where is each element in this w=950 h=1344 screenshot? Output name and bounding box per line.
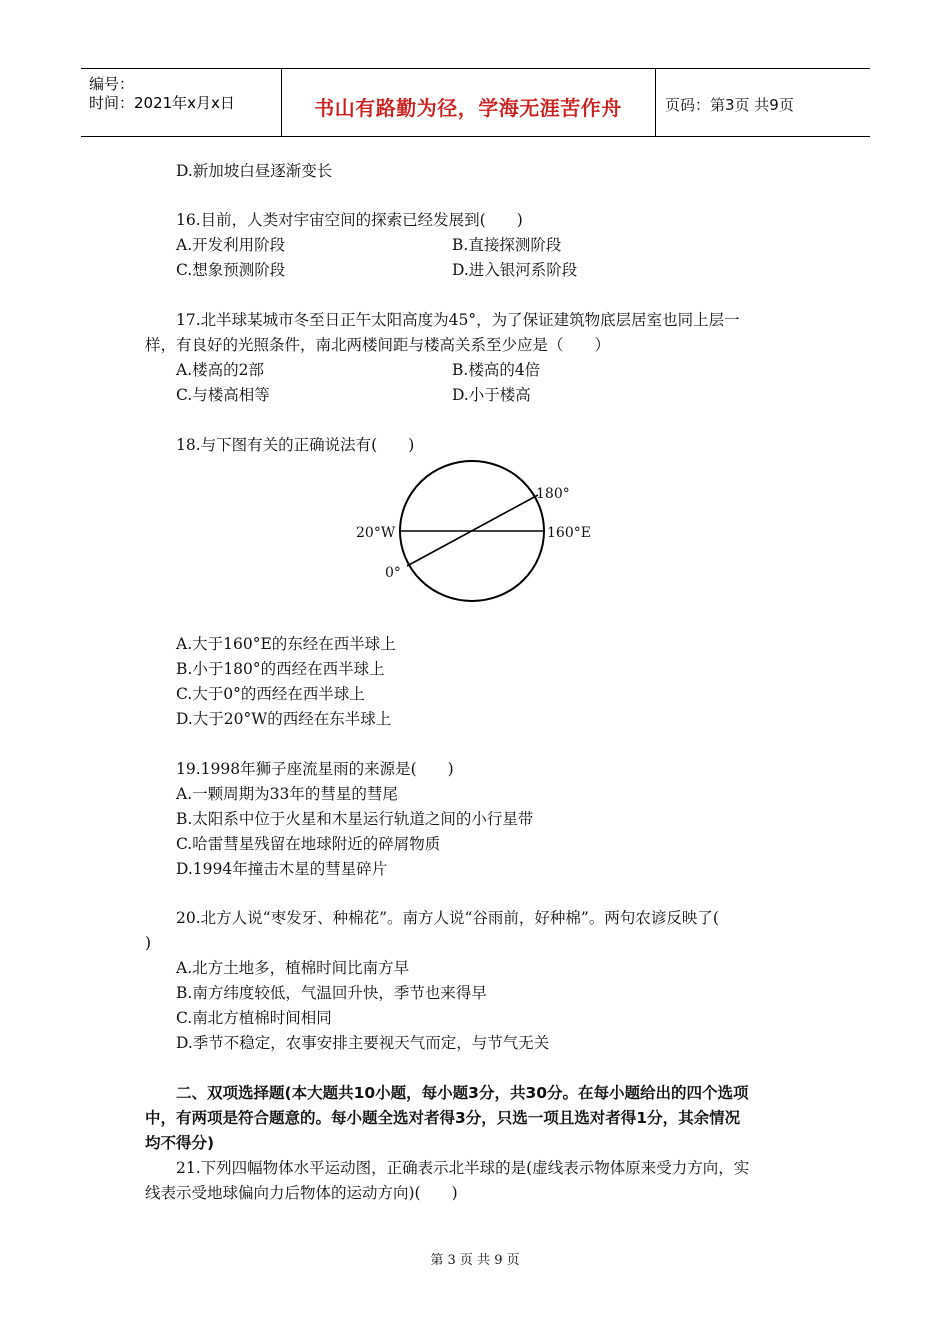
q16-option-d: D.进入银河系阶段 [452, 261, 578, 279]
q17-stem-line2: 样，有良好的光照条件，南北两楼间距与楼高关系至少应是（ ） [145, 336, 611, 354]
page-footer: 第 3 页 共 9 页 [430, 1253, 520, 1268]
q19-option-d: D.1994年撞击木星的彗星碎片 [176, 860, 388, 878]
q20-option-b: B.南方纬度较低，气温回升快，季节也来得早 [176, 984, 487, 1002]
q16-option-b: B.直接探测阶段 [452, 236, 562, 254]
section2-heading-line1: 二、双项选择题(本大题共10小题，每小题3分，共30分。在每小题给出的四个选项 [176, 1084, 749, 1102]
page-header [81, 68, 870, 137]
section2-heading-line3: 均不得分) [145, 1134, 215, 1152]
q17-option-c: C.与楼高相等 [176, 386, 270, 404]
q18-option-d: D.大于20°W的西经在东半球上 [176, 710, 392, 728]
q19-option-c: C.哈雷彗星残留在地球附近的碎屑物质 [176, 835, 441, 853]
q19-option-b: B.太阳系中位于火星和木星运行轨道之间的小行星带 [176, 810, 534, 828]
q17-option-b: B.楼高的4倍 [452, 361, 541, 379]
q16-option-a: A.开发利用阶段 [176, 236, 286, 254]
section2-heading-line2: 中，有两项是符合题意的。每小题全选对者得3分，只选一项且选对者得1分，其余情况 [145, 1109, 741, 1127]
label-180: 180° [536, 486, 570, 502]
q16-stem: 16.目前，人类对宇宙空间的探索已经发展到( ) [176, 211, 523, 229]
header-page-info: 页码：第3页 共9页 [665, 96, 794, 114]
q17-option-a: A.楼高的2部 [176, 361, 264, 379]
label-0: 0° [385, 565, 401, 581]
q18-option-b: B.小于180°的西经在西半球上 [176, 660, 385, 678]
header-middle-cell [281, 69, 656, 136]
label-20w: 20°W [356, 525, 396, 541]
q18-option-c: C.大于0°的西经在西半球上 [176, 685, 365, 703]
header-right-cell [655, 69, 870, 136]
q20-option-c: C.南北方植棉时间相同 [176, 1009, 332, 1027]
q18-hemisphere-figure [340, 455, 620, 615]
document-number-label: 编号： [89, 75, 135, 93]
q20-option-a: A.北方土地多，植棉时间比南方早 [176, 959, 410, 977]
document-date-label: 时间：2021年x月x日 [89, 94, 235, 112]
label-160e: 160°E [547, 525, 591, 541]
q17-option-d: D.小于楼高 [452, 386, 531, 404]
header-left-cell [81, 69, 282, 136]
q15-option-d: D.新加坡白昼逐渐变长 [176, 162, 333, 180]
q19-option-a: A.一颗周期为33年的彗星的彗尾 [176, 785, 398, 803]
q18-option-a: A.大于160°E的东经在西半球上 [176, 635, 396, 653]
q18-stem: 18.与下图有关的正确说法有( ) [176, 436, 415, 454]
q16-option-c: C.想象预测阶段 [176, 261, 286, 279]
q20-stem-line1: 20.北方人说“枣发牙、种棉花”。南方人说“谷雨前，好种棉”。两句农谚反映了( [176, 909, 719, 927]
q17-stem-line1: 17.北半球某城市冬至日正午太阳高度为45°，为了保证建筑物底层居室也同上层一 [176, 311, 740, 329]
q21-stem-line1: 21.下列四幅物体水平运动图，正确表示北半球的是(虚线表示物体原来受力方向，实 [176, 1159, 750, 1177]
q20-stem-line2: ) [145, 934, 152, 952]
header-motto: 书山有路勤为径，学海无涯苦作舟 [314, 96, 622, 120]
q20-option-d: D.季节不稳定，农事安排主要视天气而定，与节气无关 [176, 1034, 550, 1052]
q21-stem-line2: 线表示受地球偏向力后物体的运动方向)( ) [145, 1184, 458, 1202]
q19-stem: 19.1998年狮子座流星雨的来源是( ) [176, 760, 454, 778]
